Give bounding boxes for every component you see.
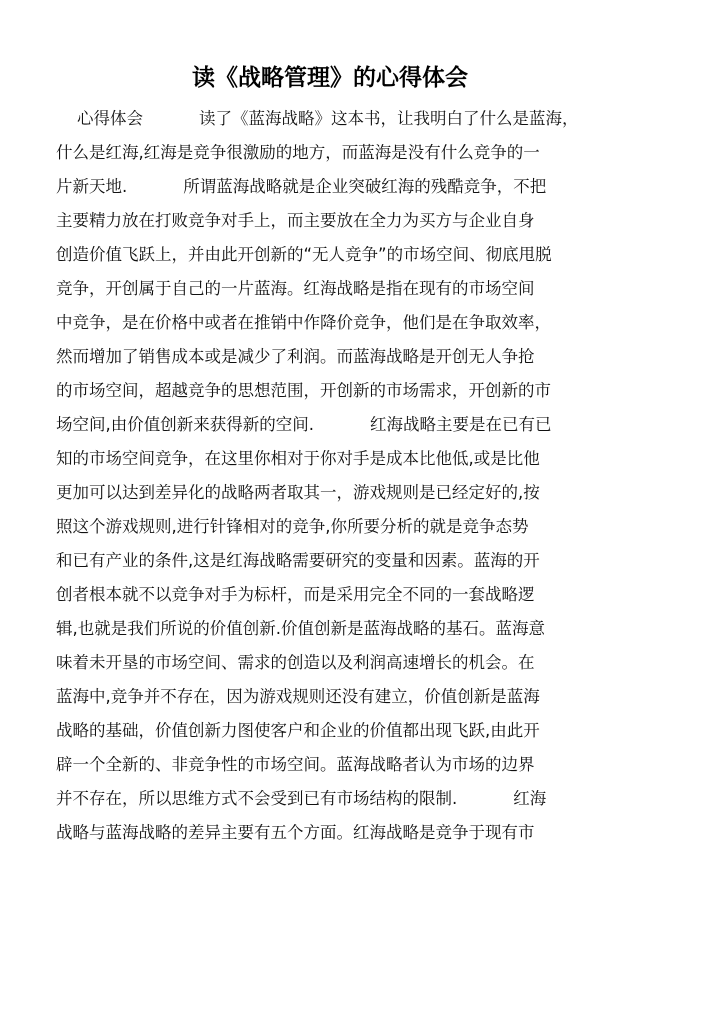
- paragraph-line: [56, 646, 616, 680]
- paragraph-line: [56, 340, 616, 374]
- line-text-continued: 红海: [513, 789, 547, 808]
- line-text: 创造价值飞跃上，并由此开创新的“无人竞争”的市场空间、彻底甩脱: [56, 245, 552, 264]
- line-text: 片新天地.: [56, 177, 128, 196]
- line-text: 味着未开垦的市场空间、需求的创造以及利润高速增长的机会。在: [56, 653, 535, 672]
- line-text: 中竞争，是在价格中或者在推销中作降价竞争，他们是在争取效率，: [56, 313, 551, 332]
- line-text: 战略的基础，价值创新力图使客户和企业的价值都出现飞跃,由此开: [56, 721, 540, 740]
- paragraph-line: [56, 102, 616, 136]
- line-text: 更加可以达到差异化的战略两者取其一，游戏规则是已经定好的,按: [56, 483, 540, 502]
- paragraph-line: [56, 238, 616, 272]
- line-text: 和已有产业的条件,这是红海战略需要研究的变量和因素。蓝海的开: [56, 551, 540, 570]
- line-lead-text: 心得体会: [56, 109, 143, 128]
- paragraph-line: [56, 306, 616, 340]
- paragraph-line: [56, 714, 616, 748]
- line-text: 读了《蓝海战略》这本书，让我明白了什么是蓝海，: [198, 109, 579, 128]
- line-text: 的市场空间，超越竞争的思想范围，开创新的市场需求，开创新的市: [56, 381, 551, 400]
- line-text: 辟一个全新的、非竞争性的市场空间。蓝海战略者认为市场的边界: [56, 755, 535, 774]
- paragraph-line: [56, 510, 616, 544]
- paragraph-line: [56, 374, 616, 408]
- paragraph-line: [56, 476, 616, 510]
- line-text: 然而增加了销售成本或是减少了利润。而蓝海战略是开创无人争抢: [56, 347, 535, 366]
- line-text: 战略与蓝海战略的差异主要有五个方面。红海战略是竞争于现有市: [56, 823, 535, 842]
- paragraph-line: [56, 748, 616, 782]
- line-text: 主要精力放在打败竞争对手上，而主要放在全力为买方与企业自身: [56, 211, 535, 230]
- line-text: 竞争，开创属于自己的一片蓝海。红海战略是指在现有的市场空间: [56, 279, 535, 298]
- line-text: 并不存在，所以思维方式不会受到已有市场结构的限制.: [56, 789, 458, 808]
- paragraph-line: [56, 136, 616, 170]
- paragraph-line: [56, 612, 616, 646]
- line-text: 辑,也就是我们所说的价值创新.价值创新是蓝海战略的基石。蓝海意: [56, 619, 545, 638]
- paragraph-line: [56, 442, 616, 476]
- paragraph-line: [56, 782, 616, 816]
- line-text: 创者根本就不以竞争对手为标杆，而是采用完全不同的一套战略逻: [56, 585, 535, 604]
- paragraph-line: [56, 544, 616, 578]
- paragraph-line: [56, 408, 616, 442]
- document-title: 读《战略管理》的心得体会: [192, 65, 468, 91]
- paragraph-line: [56, 680, 616, 714]
- line-text-continued: 所谓蓝海战略就是企业突破红海的残酷竞争，不把: [183, 177, 547, 196]
- line-text-continued: 红海战略主要是在已有已: [370, 415, 552, 434]
- line-text: 什么是红海,红海是竞争很激励的地方，而蓝海是没有什么竞争的一: [56, 143, 540, 162]
- line-text: 蓝海中,竞争并不存在，因为游戏规则还没有建立，价值创新是蓝海: [56, 687, 540, 706]
- line-text: 照这个游戏规则,进行针锋相对的竞争,你所要分析的就是竞争态势: [56, 517, 529, 536]
- paragraph-line: [56, 578, 616, 612]
- line-text: 场空间,由价值创新来获得新的空间.: [56, 415, 314, 434]
- line-text: 知的市场空间竞争，在这里你相对于你对手是成本比他低,或是比他: [56, 449, 540, 468]
- paragraph-line: [56, 272, 616, 306]
- document-body: [56, 102, 616, 850]
- paragraph-line: [56, 816, 616, 850]
- paragraph-line: [56, 204, 616, 238]
- paragraph-line: [56, 170, 616, 204]
